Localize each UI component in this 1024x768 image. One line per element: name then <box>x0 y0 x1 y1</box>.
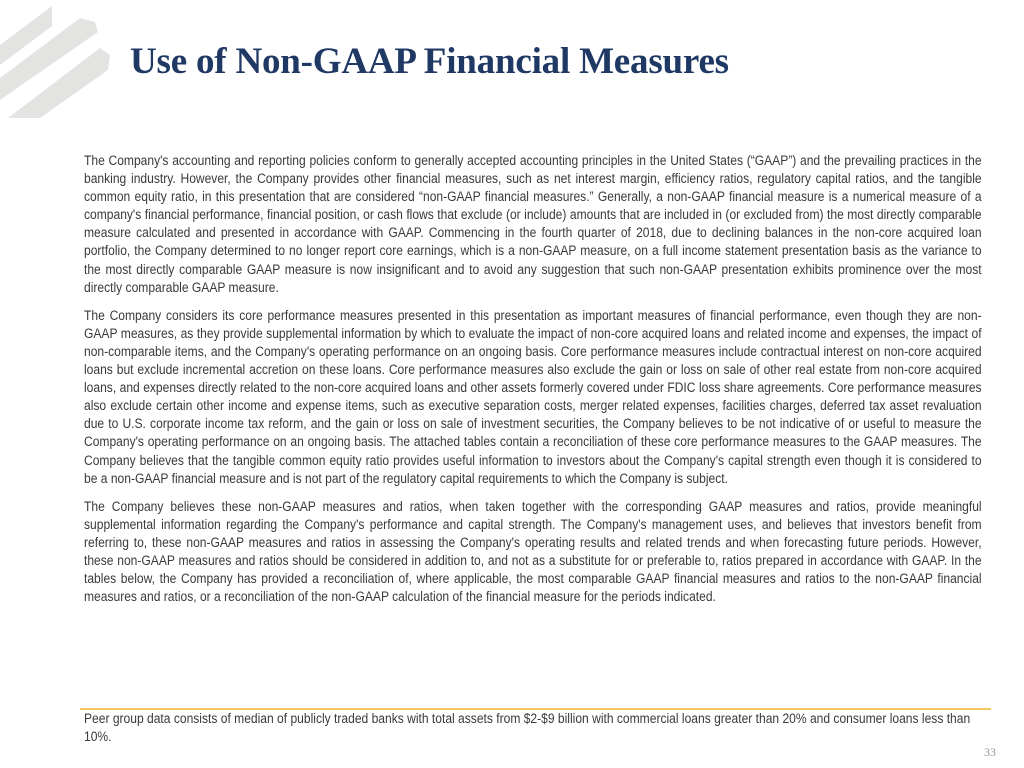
paragraph-3: The Company believes these non-GAAP measures and ratios, when taken together with the corresponding GAAP measures and ratios, provide meaningful supplemental information regarding the Company's performance and capital strength. The Company's management uses, and believes that investors benefit from referring to, these non-GAAP measures and ratios in assessing the Company's operating results and related trends and when forecasting future periods. However, these non-GAAP measures and ratios should be considered in addition to, and not as a substitute for or preferable to, ratios prepared in accordance with GAAP. In the tables below, the Company has provided a reconciliation of, where applicable, the most comparable GAAP financial measures and ratios to the non-GAAP financial measures and ratios, or a reconciliation of the non-GAAP calculation of the financial measure for the periods indicated. <box>84 498 982 606</box>
paragraph-1: The Company's accounting and reporting policies conform to generally accepted accounting principles in the United States (“GAAP”) and the prevailing practices in the banking industry. However, the Company provides other financial measures, such as net interest margin, efficiency ratios, regulatory capital ratios, and the tangible common equity ratio, in this presentation that are considered “non-GAAP financial measures.” Generally, a non-GAAP financial measure is a numerical measure of a company's financial performance, financial position, or cash flows that exclude (or include) amounts that are included in (or excluded from) the most directly comparable measure calculated and presented in accordance with GAAP. Commencing in the fourth quarter of 2018, due to declining balances in the non-core acquired loan portfolio, the Company determined to no longer report core earnings, which is a non-GAAP measure, on a full income statement presentation basis as the variance to the most directly comparable GAAP measure is now insignificant and to avoid any suggestion that such non-GAAP presentation exhibits prominence over the most directly comparable GAAP measure. <box>84 153 982 296</box>
page-number: 33 <box>984 745 996 759</box>
paragraph-2: The Company considers its core performance measures presented in this presentation as important measures of financial performance, even though they are non-GAAP measures, as they provide supplemental information by which to evaluate the impact of non-core acquired loans and related income and expenses, the impact of non-comparable items, and the Company's operating performance on an ongoing basis. Core performance measures include contractual interest on non-core acquired loans but exclude incremental accretion on these loans. Core performance measures also exclude the gain or loss on sale of other real estate from non-core acquired loans, and expenses directly related to the non-core acquired loans and other assets formerly covered under FDIC loss share agreements. Core performance measures also exclude certain other income and expense items, such as executive separation costs, merger related expenses, facilities charges, deferred tax asset revaluation due to U.S. corporate income tax reform, and the gain or loss on sale of investment securities, the Company believes to be not indicative of or useful to measure the Company's operating performance on an ongoing basis. The attached tables contain a reconciliation of these core performance measures to the GAAP measures. The Company believes that the tangible common equity ratio provides useful information to investors about the Company's capital strength even though it is considered to be a non-GAAP financial measure and is not part of the regulatory capital requirements to which the Company is subject. <box>84 307 982 487</box>
page-title: Use of Non-GAAP Financial Measures <box>130 41 729 82</box>
footnote: Peer group data consists of median of publicly traded banks with total assets from $2-$9 billion with commercial loans greater than 20% and consumer loans less than 10%. <box>84 711 971 746</box>
company-logo-icon <box>0 0 120 120</box>
body-text <box>84 152 982 616</box>
